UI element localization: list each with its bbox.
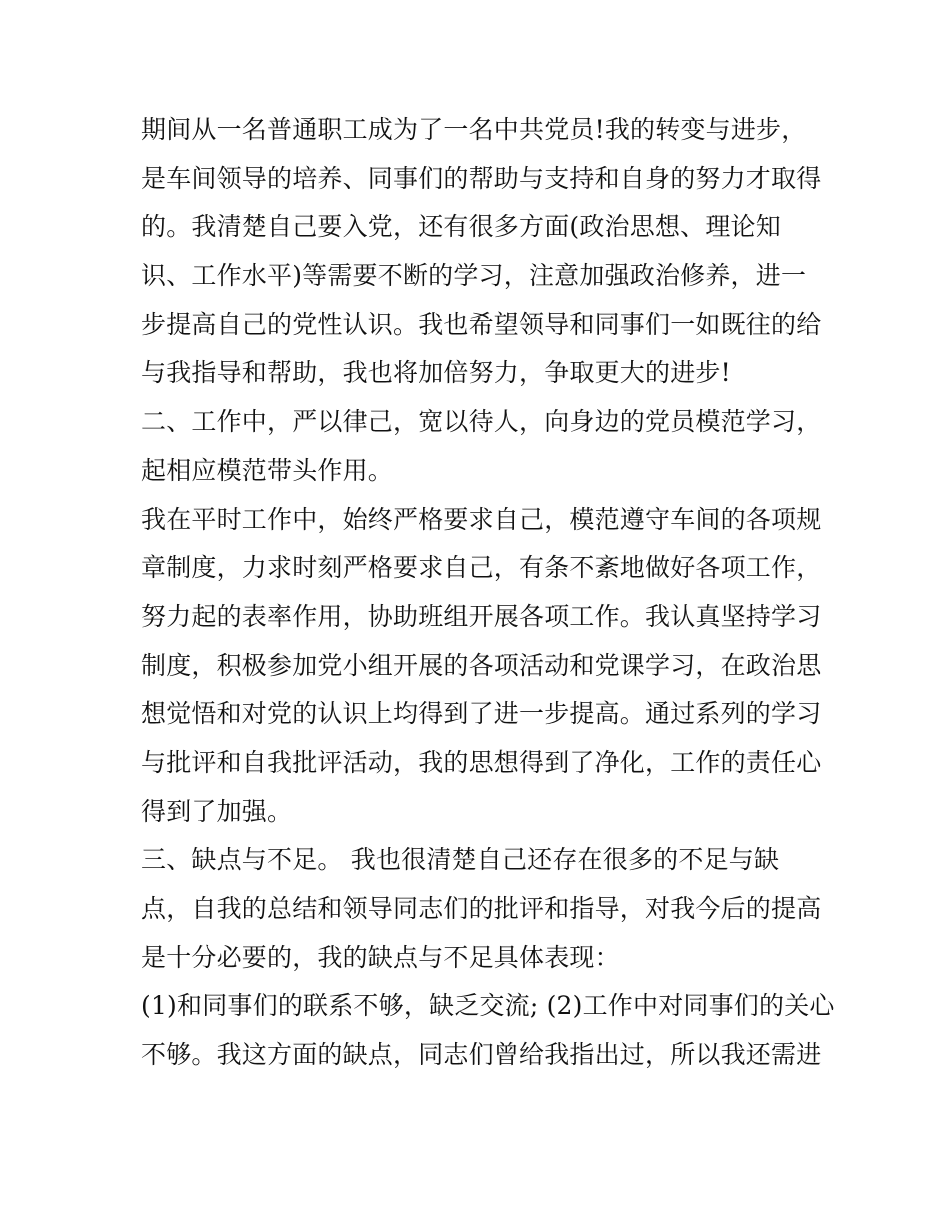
text-line: 得到了加强。 bbox=[141, 796, 293, 826]
text-line: 努力起的表率作用，协助班组开展各项工作。我认真坚持学习 bbox=[141, 601, 822, 631]
text-line: (1)和同事们的联系不够，缺乏交流; (2)工作中对同事们的关心 bbox=[141, 991, 835, 1021]
text-line: 步提高自己的党性认识。我也希望领导和同事们一如既往的给 bbox=[141, 309, 822, 339]
section-heading-2: 二、工作中，严以律己，宽以待人，向身边的党员模范学习， bbox=[141, 407, 822, 437]
text-line: 章制度，力求时刻严格要求自己，有条不紊地做好各项工作， bbox=[141, 553, 822, 583]
text-line: 不够。我这方面的缺点，同志们曾给我指出过，所以我还需进 bbox=[141, 1040, 822, 1070]
text-line: 是十分必要的，我的缺点与不足具体表现： bbox=[141, 942, 620, 972]
text-line: 制度，积极参加党小组开展的各项活动和党课学习，在政治思 bbox=[141, 650, 822, 680]
text-line: 期间从一名普通职工成为了一名中共党员!我的转变与进步， bbox=[141, 115, 807, 144]
text-line: 点，自我的总结和领导同志们的批评和指导，对我今后的提高 bbox=[141, 894, 822, 923]
section-heading-3: 三、缺点与不足。 我也很清楚自己还存在很多的不足与缺 bbox=[141, 845, 780, 875]
text-line: 识、工作水平)等需要不断的学习，注意加强政治修养，进一 bbox=[141, 261, 807, 291]
text-line: 与批评和自我批评活动，我的思想得到了净化，工作的责任心 bbox=[141, 747, 822, 777]
document-body bbox=[141, 106, 835, 1080]
text-line: 想觉悟和对党的认识上均得到了进一步提高。通过系列的学习 bbox=[141, 699, 822, 729]
text-line: 的。我清楚自己要入党，还有很多方面(政治思想、理论知 bbox=[141, 212, 781, 242]
text-line: 与我指导和帮助，我也将加倍努力，争取更大的进步! bbox=[141, 358, 731, 388]
text-line: 起相应模范带头作用。 bbox=[141, 455, 394, 485]
text-line: 是车间领导的培养、同事们的帮助与支持和自身的努力才取得 bbox=[141, 163, 822, 193]
text-line: 我在平时工作中，始终严格要求自己，模范遵守车间的各项规 bbox=[141, 504, 822, 534]
